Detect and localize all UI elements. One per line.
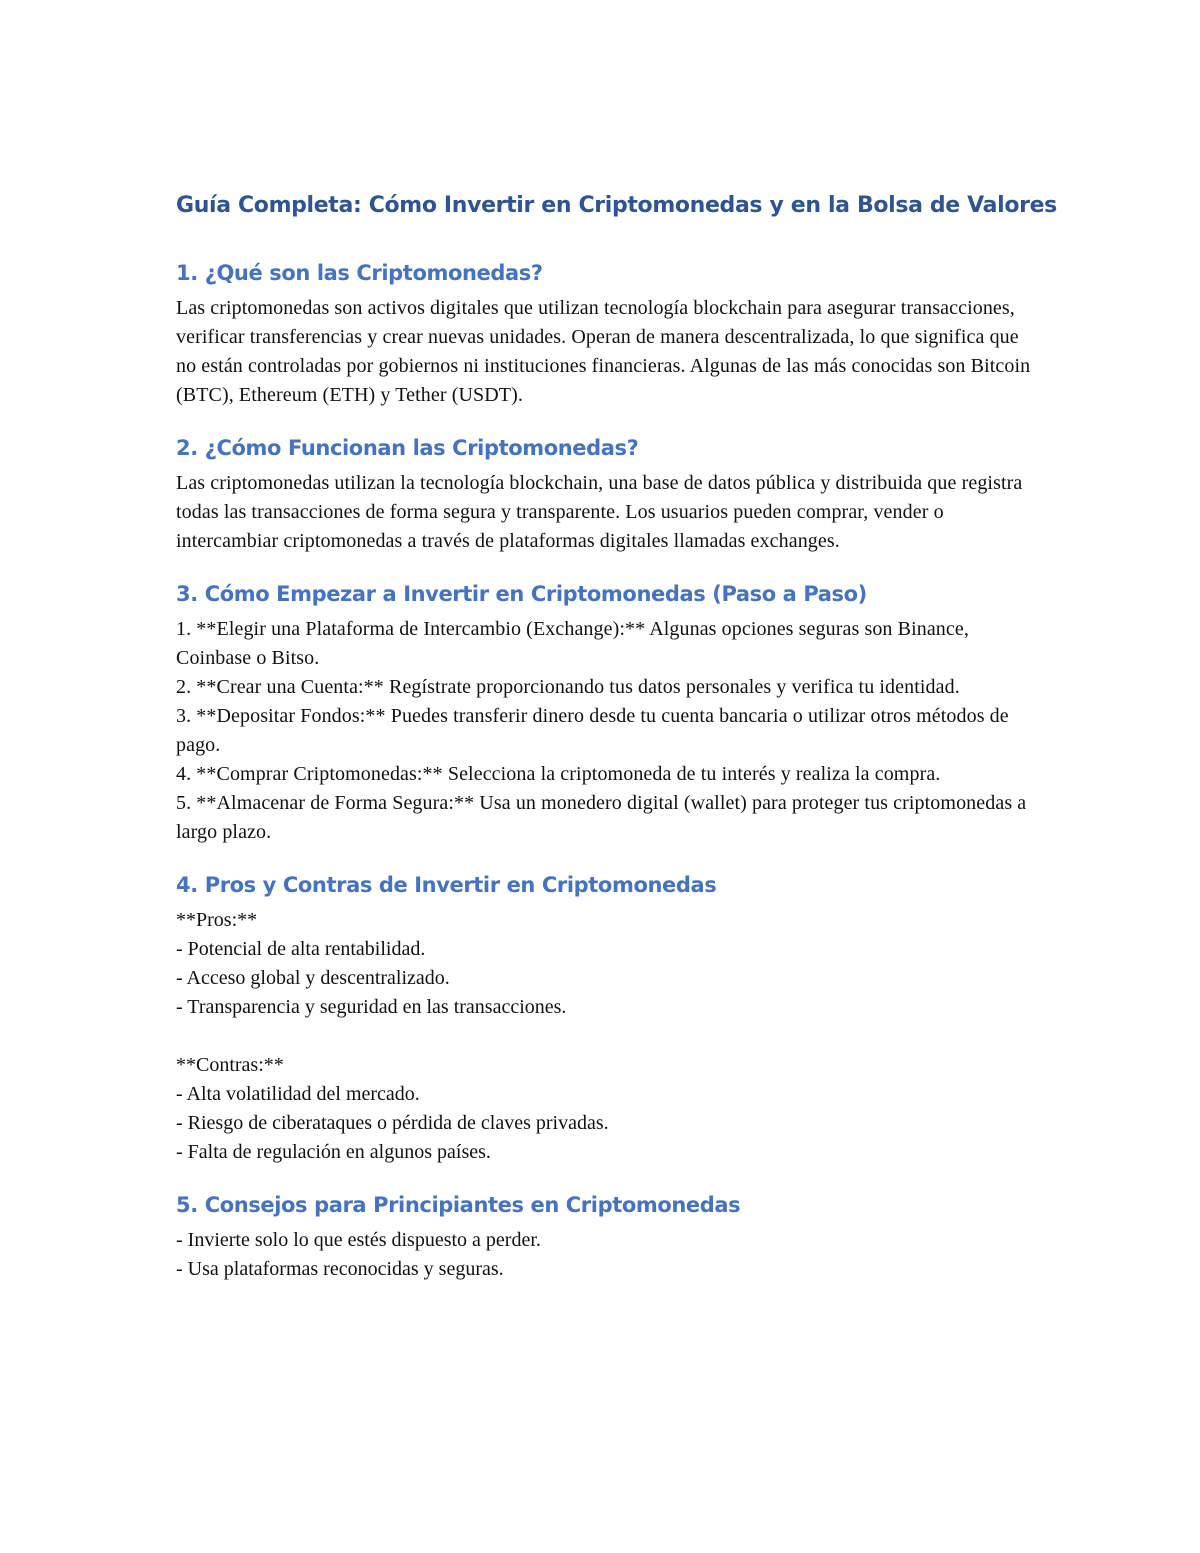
pros-item: - Acceso global y descentralizado. [176,967,450,989]
section-how-crypto-works [176,431,1036,556]
section-heading: 1. ¿Qué son las Criptomonedas? [176,261,543,285]
document-title: Guía Completa: Cómo Invertir en Criptomonedas y en la Bolsa de Valores [176,193,1057,218]
section-paragraph: Las criptomonedas son activos digitales que utilizan tecnología blockchain para asegurar transacciones, verificar transferencias y crear nuevas unidades. Operan de manera descentralizada, lo que significa que no están controladas por gobiernos ni instituciones financieras. Algunas de las más conocidas son Bitcoin (BTC), Ethereum (ETH) y Tether (USDT). [176,297,1031,406]
section-pros-cons [176,868,1036,1167]
step-item: 3. **Depositar Fondos:** Puedes transferir dinero desde tu cuenta bancaria o utilizar otros métodos de pago. [176,705,1009,756]
step-item: 4. **Comprar Criptomonedas:** Selecciona la criptomoneda de tu interés y realiza la compra. [176,763,941,785]
section-heading: 4. Pros y Contras de Invertir en Criptomonedas [176,873,717,897]
section-beginner-tips [176,1188,1036,1284]
section-how-to-start [176,577,1036,847]
section-heading: 2. ¿Cómo Funcionan las Criptomonedas? [176,436,639,460]
step-item: 1. **Elegir una Plataforma de Intercambio (Exchange):** Algunas opciones seguras son Binance, Coinbase o Bitso. [176,618,969,669]
cons-item: - Falta de regulación en algunos países. [176,1141,491,1163]
tip-item: - Invierte solo lo que estés dispuesto a perder. [176,1229,541,1251]
pros-item: - Potencial de alta rentabilidad. [176,938,426,960]
cons-item: - Alta volatilidad del mercado. [176,1083,420,1105]
blank-line [176,1022,1036,1051]
section-paragraph: Las criptomonedas utilizan la tecnología blockchain, una base de datos pública y distribuida que registra todas las transacciones de forma segura y transparente. Los usuarios pueden comprar, vender o intercambiar criptomonedas a través de plataformas digitales llamadas exchanges. [176,472,1023,552]
section-what-are-crypto [176,256,1036,410]
cons-label: **Contras:** [176,1054,284,1076]
pros-item: - Transparencia y seguridad en las transacciones. [176,996,567,1018]
tip-item: - Usa plataformas reconocidas y seguras. [176,1258,504,1280]
section-heading: 3. Cómo Empezar a Invertir en Criptomonedas (Paso a Paso) [176,582,867,606]
step-item: 5. **Almacenar de Forma Segura:** Usa un monedero digital (wallet) para proteger tus criptomonedas a largo plazo. [176,792,1027,843]
section-heading: 5. Consejos para Principiantes en Criptomonedas [176,1193,741,1217]
pros-label: **Pros:** [176,909,258,931]
document-page [176,186,1057,1305]
cons-item: - Riesgo de ciberataques o pérdida de claves privadas. [176,1112,609,1134]
step-item: 2. **Crear una Cuenta:** Regístrate proporcionando tus datos personales y verifica tu identidad. [176,676,960,698]
